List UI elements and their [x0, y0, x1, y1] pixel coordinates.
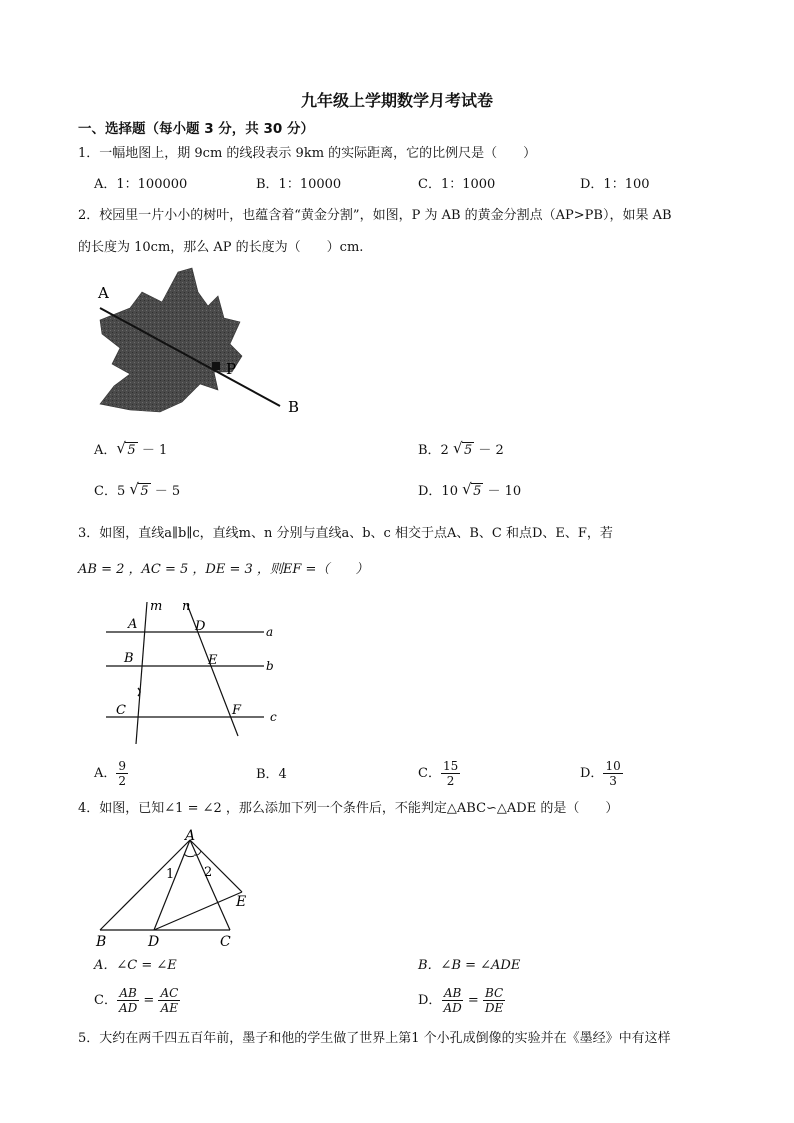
q1-option-c: C．1：1000 [418, 177, 496, 192]
question-3-line1: 3．如图，直线a∥b∥c，直线m、n 分别与直线a、b、c 相交于点A、B、C 和点D、E、F，若 [78, 526, 613, 541]
leaf-shape [100, 268, 242, 412]
line-m [136, 602, 147, 744]
leaf-figure [90, 262, 320, 427]
q1-option-a: A．1：100000 [94, 177, 188, 192]
sqrt-symbol: √ 5 [452, 439, 473, 458]
question-2-line1: 2．校园里一片小小的树叶，也蕴含着“黄金分割”，如图，P 为 AB 的黄金分割点（AP>PB），如果 AB [78, 208, 672, 223]
label-m: m [150, 599, 163, 614]
parallel-lines-figure [100, 596, 290, 746]
label-line-c: c [270, 710, 277, 724]
label-n: n [182, 599, 191, 614]
q2-option-c: C．5 √ 5 － 5 [94, 480, 181, 499]
q1-option-d: D．1：100 [580, 177, 650, 192]
label-a: A [185, 828, 196, 844]
label-line-a: a [266, 625, 274, 639]
label-e-point: E [208, 653, 218, 668]
section-heading: 一、选择题（每小题 3 分，共 30 分） [78, 121, 314, 137]
label-angle-2: 2 [204, 865, 213, 880]
label-b-point: B [124, 651, 134, 666]
label-b: B [96, 934, 107, 950]
question-2-line2: 的长度为 10cm，那么 AP 的长度为（ ）cm. [78, 240, 364, 255]
q3-option-c: C． $\frac{15}{2}$ [418, 759, 459, 788]
q2-option-b: B．2 √ 5 － 2 [418, 439, 504, 458]
label-c: C [220, 934, 231, 950]
q3-option-d: D． $\frac{10}{3}$ [580, 759, 621, 788]
label-p: P [226, 360, 237, 378]
label-b: B [288, 398, 300, 416]
label-a: A [98, 284, 109, 302]
label-d: D [148, 934, 160, 950]
question-5-stem: 5．大约在两千四五百年前，墨子和他的学生做了世界上第1 个小孔成倒像的实验并在《墨经》中有这样 [78, 1031, 671, 1046]
question-1-stem: 1．一幅地图上，期 9cm 的线段表示 9km 的实际距离，它的比例尺是（ ） [78, 146, 537, 161]
segment-ac [190, 840, 230, 930]
q3-option-b: B．4 [256, 767, 287, 782]
tick-mark [138, 688, 140, 696]
page-title: 九年级上学期数学月考试卷 [300, 91, 493, 110]
label-a-point: A [128, 617, 138, 632]
label-line-b: b [266, 659, 274, 673]
q3-option-a: A． $\frac{9}{2}$ [94, 759, 127, 788]
label-e: E [236, 894, 247, 910]
question-3-line2: AB = 2 ，AC = 5 ，DE = 3 ，则EF =（ ） [78, 562, 369, 577]
question-4-stem: 4．如图，已知∠1 = ∠2 ，那么添加下列一个条件后，不能判定△ABC∽△ADE 的是（ ） [78, 801, 619, 816]
sqrt-symbol: √ 5 [462, 480, 482, 499]
q2-option-a: A． √ 5 － 1 [94, 439, 168, 458]
q1-option-b: B．1：10000 [256, 177, 342, 192]
q4-option-d: D． $\frac{AB}{AD}$ = $\frac{BC}{DE}$ [418, 986, 504, 1015]
point-p-marker [212, 362, 220, 370]
q4-option-a: A．∠C = ∠E [94, 958, 177, 973]
q4-option-b: B．∠B = ∠ADE [418, 958, 521, 973]
sqrt-symbol: √ 5 [116, 439, 136, 458]
segment-ab [100, 840, 190, 930]
q4-option-c: C． $\frac{AB}{AD}$ = $\frac{AC}{AE}$ [94, 986, 179, 1015]
label-d-point: D [195, 619, 206, 634]
q2-option-d: D．10 √ 5 － 10 [418, 480, 522, 499]
label-f-point: F [232, 703, 242, 718]
label-angle-1: 1 [166, 867, 175, 882]
segment-ae [190, 840, 242, 892]
triangle-figure [90, 826, 270, 950]
label-c-point: C [116, 703, 126, 718]
angle-1-arc [184, 854, 194, 857]
sqrt-symbol: √ 5 [129, 480, 149, 499]
